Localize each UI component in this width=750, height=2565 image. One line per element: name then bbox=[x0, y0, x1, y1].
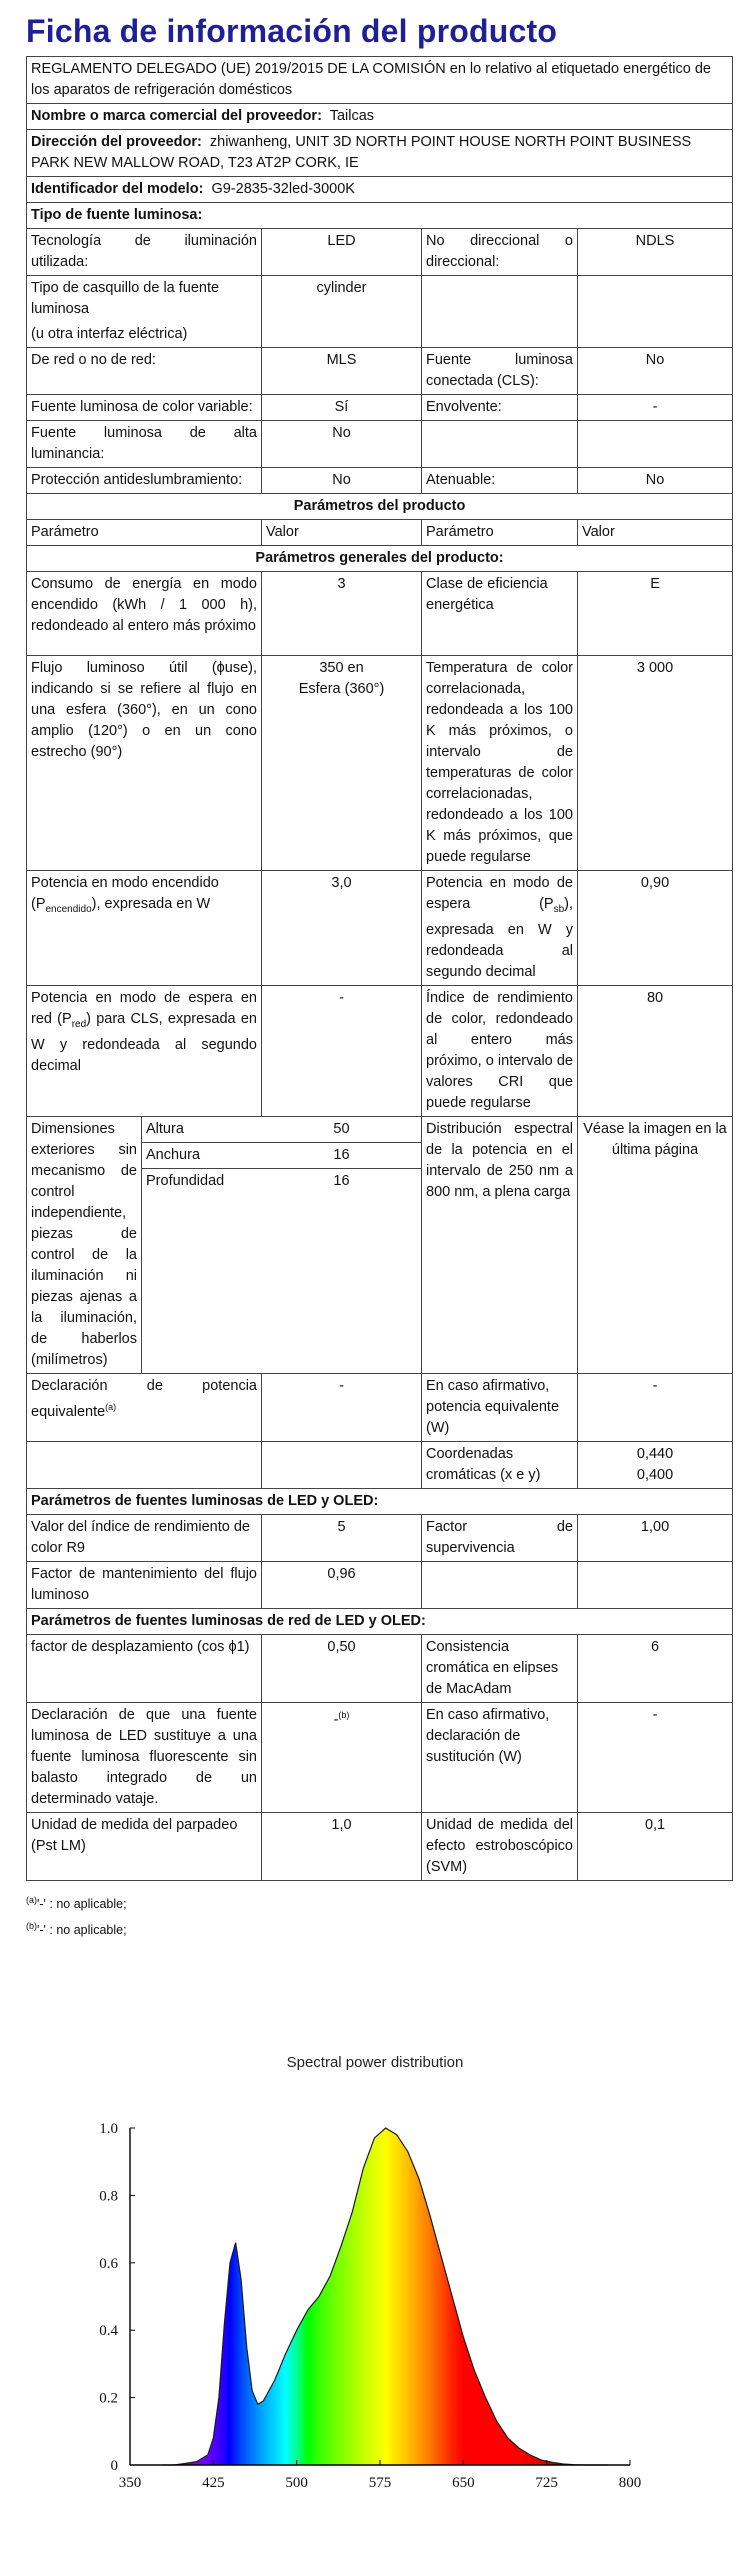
useful-flux-value-line1: 350 en bbox=[319, 660, 364, 676]
flicker-value: 1,0 bbox=[262, 1812, 422, 1880]
lumen-maintenance-value: 0,96 bbox=[262, 1561, 422, 1608]
footnote-a-mark: (a) bbox=[26, 1894, 37, 1905]
x-tick-label: 650 bbox=[452, 2475, 475, 2491]
x-tick-label: 575 bbox=[368, 2475, 392, 2491]
displacement-factor-value: 0,50 bbox=[262, 1634, 422, 1702]
fluorescent-replacement-note: (b) bbox=[338, 1709, 350, 1720]
directional-value: NDLS bbox=[578, 229, 733, 276]
energy-consumption-label: Consumo de energía en modo encendido (kWh / 1 000 h), redondeado al entero más próximo bbox=[27, 572, 262, 656]
on-mode-power-label bbox=[27, 871, 262, 986]
mains-value: MLS bbox=[262, 348, 422, 395]
technology-label: Tecnología de iluminación utilizada: bbox=[27, 229, 262, 276]
spectral-distribution-label: Distribución espectral de la potencia en el intervalo de 250 nm a 800 nm, a plena carga bbox=[422, 1116, 578, 1373]
supplier-address-row bbox=[27, 130, 733, 177]
general-params-header: Parámetros generales del producto: bbox=[27, 546, 733, 572]
cap-type-label-main: Tipo de casquillo de la fuente luminosa bbox=[31, 280, 220, 317]
cct-label: Temperatura de color correlacionada, redondeada a los 100 K más próximos, o intervalo de temperaturas de color correlacionadas, redondeado a los 100 K más próximos, que puede regularse bbox=[422, 656, 578, 871]
on-mode-power-label-end: ), expresada en W bbox=[91, 896, 211, 912]
supplier-name: Tailcas bbox=[329, 108, 375, 124]
flicker-label: Unidad de medida del parpadeo (Pst LM) bbox=[27, 1812, 262, 1880]
footnotes bbox=[26, 1889, 732, 1941]
empty-cell bbox=[578, 276, 733, 348]
survival-factor-value: 1,00 bbox=[578, 1514, 733, 1561]
x-tick-label: 800 bbox=[618, 2475, 642, 2491]
dimensions-label: Dimensiones exteriores sin mecanismo de control independiente, piezas de control de la iluminación ni piezas ajenas a la iluminación, de haberlos (milímetros) bbox=[27, 1116, 142, 1373]
on-mode-power-label-text: Potencia en modo encendido (P bbox=[31, 875, 219, 912]
dimension-height-value: 50 bbox=[262, 1117, 421, 1143]
product-info-table bbox=[26, 56, 733, 1881]
y-tick-label: 0.4 bbox=[99, 2323, 118, 2340]
spectral-distribution-value: Véase la imagen en la última página bbox=[578, 1116, 733, 1373]
technology-value: LED bbox=[262, 229, 422, 276]
empty-cell bbox=[422, 421, 578, 468]
dimensions-cell bbox=[142, 1116, 422, 1373]
networked-standby-subscript: red bbox=[71, 1018, 87, 1030]
displacement-factor-label: factor de desplazamiento (cos ϕ1) bbox=[27, 1634, 262, 1702]
product-params-header: Parámetros del producto bbox=[27, 494, 733, 520]
useful-flux-value bbox=[262, 656, 422, 871]
spectral-chart-svg bbox=[0, 2040, 750, 2560]
empty-cell bbox=[422, 1561, 578, 1608]
empty-cell bbox=[262, 1441, 422, 1488]
networked-standby-value: - bbox=[262, 985, 422, 1116]
chart-title: Spectral power distribution bbox=[286, 2054, 464, 2071]
standby-power-subscript: sb bbox=[553, 903, 565, 915]
standby-power-label-end: ), expresada en W y redondeada al segundo decimal bbox=[426, 896, 573, 980]
x-tick-label: 725 bbox=[535, 2475, 558, 2491]
r9-value: 5 bbox=[262, 1514, 422, 1561]
cap-type-label-sub: (u otra interfaz eléctrica) bbox=[31, 326, 188, 342]
x-tick-label: 425 bbox=[202, 2475, 225, 2491]
networked-standby-label-text: Potencia en modo de espera en red (P bbox=[31, 989, 257, 1027]
envelope-label: Envolvente: bbox=[422, 395, 578, 421]
empty-cell bbox=[578, 1561, 733, 1608]
y-tick-label: 0.2 bbox=[99, 2390, 118, 2407]
anti-glare-label: Protección antideslumbramiento: bbox=[27, 468, 262, 494]
spectrum-area bbox=[163, 2128, 608, 2465]
y-tick-label: 0.8 bbox=[99, 2188, 118, 2205]
x-tick-label: 350 bbox=[118, 2475, 142, 2491]
stroboscopic-label: Unidad de medida del efecto estroboscópico (SVM) bbox=[422, 1812, 578, 1880]
dimmable-label: Atenuable: bbox=[422, 468, 578, 494]
directional-label: No direccional o direccional: bbox=[422, 229, 578, 276]
equivalent-power-w-label: En caso afirmativo, potencia equivalente (W) bbox=[422, 1373, 578, 1441]
anti-glare-value: No bbox=[262, 468, 422, 494]
on-mode-power-subscript: encendido bbox=[45, 903, 92, 915]
equivalent-power-note: (a) bbox=[105, 1401, 117, 1412]
dimension-depth-label: Profundidad bbox=[146, 1172, 225, 1189]
equivalent-power-label-text: Declaración de potencia equivalente bbox=[31, 1377, 257, 1420]
chromaticity-x: 0,440 bbox=[636, 1445, 674, 1462]
column-header-param: Parámetro bbox=[27, 520, 262, 546]
cri-value: 80 bbox=[578, 985, 733, 1116]
empty-cell bbox=[27, 1441, 262, 1488]
model-id: G9-2835-32led-3000K bbox=[211, 181, 355, 197]
regulation-text: REGLAMENTO DELEGADO (UE) 2019/2015 DE LA COMISIÓN en lo relativo al etiquetado energético de los aparatos de refrigeración domésticos bbox=[27, 57, 733, 104]
equivalent-power-w-value: - bbox=[578, 1373, 733, 1441]
dimension-depth-value: 16 bbox=[333, 1172, 350, 1189]
fluorescent-replacement-value bbox=[262, 1702, 422, 1812]
dimmable-value: No bbox=[578, 468, 733, 494]
replacement-w-label: En caso afirmativo, declaración de sustitución (W) bbox=[422, 1702, 578, 1812]
useful-flux-label: Flujo luminoso útil (ϕuse), indicando si se refiere al flujo en una esfera (360°), en un cono amplio (120°) o en un cono estrecho (90°) bbox=[27, 656, 262, 871]
y-tick-label: 1.0 bbox=[99, 2121, 118, 2137]
standby-power-label-text: Potencia en modo de espera (P bbox=[426, 875, 573, 912]
efficiency-class-value: E bbox=[578, 572, 733, 656]
equivalent-power-value: - bbox=[262, 1373, 422, 1441]
dimensions-table bbox=[142, 1117, 421, 1343]
equivalent-power-label bbox=[27, 1373, 262, 1441]
standby-power-value: 0,90 bbox=[578, 871, 733, 986]
cls-value: No bbox=[578, 348, 733, 395]
on-mode-power-value: 3,0 bbox=[262, 871, 422, 986]
useful-flux-value-line2: Esfera (360°) bbox=[298, 681, 385, 697]
footnote-a bbox=[26, 1889, 732, 1915]
supplier-address: zhiwanheng, UNIT 3D NORTH POINT HOUSE NORTH POINT BUSINESS PARK NEW MALLOW ROAD, T23 AT2P CORK, IE bbox=[31, 134, 692, 171]
colour-consistency-label: Consistencia cromática en elipses de MacAdam bbox=[422, 1634, 578, 1702]
color-tunable-label: Fuente luminosa de color variable: bbox=[27, 395, 262, 421]
product-sheet bbox=[26, 6, 732, 1941]
networked-standby-label bbox=[27, 985, 262, 1116]
cls-label: Fuente luminosa conectada (CLS): bbox=[422, 348, 578, 395]
networked-standby-label-end: ) para CLS, expresada en W y redondeada al segundo decimal bbox=[31, 1010, 257, 1074]
efficiency-class-label: Clase de eficiencia energética bbox=[422, 572, 578, 656]
supplier-name-label: Nombre o marca comercial del proveedor: bbox=[31, 108, 322, 124]
cct-value: 3 000 bbox=[578, 656, 733, 871]
energy-consumption-value: 3 bbox=[262, 572, 422, 656]
model-label: Identificador del modelo: bbox=[31, 181, 204, 197]
high-luminance-value: No bbox=[262, 421, 422, 468]
y-tick-label: 0 bbox=[110, 2458, 118, 2474]
mains-label: De red o no de red: bbox=[27, 348, 262, 395]
dimension-width-value: 16 bbox=[262, 1142, 421, 1168]
footnote-b-mark: (b) bbox=[26, 1921, 37, 1932]
led-params-header: Parámetros de fuentes luminosas de LED y OLED: bbox=[27, 1488, 733, 1514]
empty-cell bbox=[578, 421, 733, 468]
cap-type-value: cylinder bbox=[262, 276, 422, 348]
cap-type-label bbox=[27, 276, 262, 348]
footnote-b bbox=[26, 1915, 732, 1941]
page-title: Ficha de información del producto bbox=[26, 13, 558, 49]
column-header-value: Valor bbox=[578, 520, 733, 546]
dimension-width-label: Anchura bbox=[142, 1142, 262, 1168]
standby-power-label bbox=[422, 871, 578, 986]
survival-factor-label: Factor de supervivencia bbox=[422, 1514, 578, 1561]
empty-cell bbox=[422, 276, 578, 348]
replacement-w-value: - bbox=[578, 1702, 733, 1812]
chromaticity-y: 0,400 bbox=[636, 1466, 674, 1483]
model-row bbox=[27, 177, 733, 203]
y-tick-label: 0.6 bbox=[99, 2255, 118, 2272]
r9-label: Valor del índice de rendimiento de color R9 bbox=[27, 1514, 262, 1561]
x-tick-label: 500 bbox=[285, 2475, 308, 2491]
lumen-maintenance-label: Factor de mantenimiento del flujo luminoso bbox=[27, 1561, 262, 1608]
fluorescent-replacement-value-text: - bbox=[333, 1711, 339, 1728]
fluorescent-replacement-label: Declaración de que una fuente luminosa de LED sustituye a una fuente luminosa fluorescente sin balasto integrado de un determinado vataje. bbox=[27, 1702, 262, 1812]
column-header-value: Valor bbox=[262, 520, 422, 546]
column-header-param: Parámetro bbox=[422, 520, 578, 546]
supplier-name-row bbox=[27, 104, 733, 130]
supplier-address-label: Dirección del proveedor: bbox=[31, 134, 202, 150]
envelope-value: - bbox=[578, 395, 733, 421]
high-luminance-label: Fuente luminosa de alta luminancia: bbox=[27, 421, 262, 468]
mains-led-params-header: Parámetros de fuentes luminosas de red de LED y OLED: bbox=[27, 1608, 733, 1634]
footnote-a-text: '-' : no aplicable; bbox=[37, 1897, 127, 1912]
color-tunable-value: Sí bbox=[262, 395, 422, 421]
dimension-height-label: Altura bbox=[142, 1117, 262, 1143]
spectral-chart bbox=[0, 2040, 750, 2560]
colour-consistency-value: 6 bbox=[578, 1634, 733, 1702]
cri-label: Índice de rendimiento de color, redondeado al entero más próximo, o intervalo de valores CRI que puede regularse bbox=[422, 985, 578, 1116]
chromaticity-label: Coordenadas cromáticas (x e y) bbox=[422, 1441, 578, 1488]
chromaticity-value bbox=[578, 1441, 733, 1488]
footnote-b-text: '-' : no aplicable; bbox=[37, 1923, 127, 1938]
stroboscopic-value: 0,1 bbox=[578, 1812, 733, 1880]
light-source-type-header: Tipo de fuente luminosa: bbox=[27, 203, 733, 229]
